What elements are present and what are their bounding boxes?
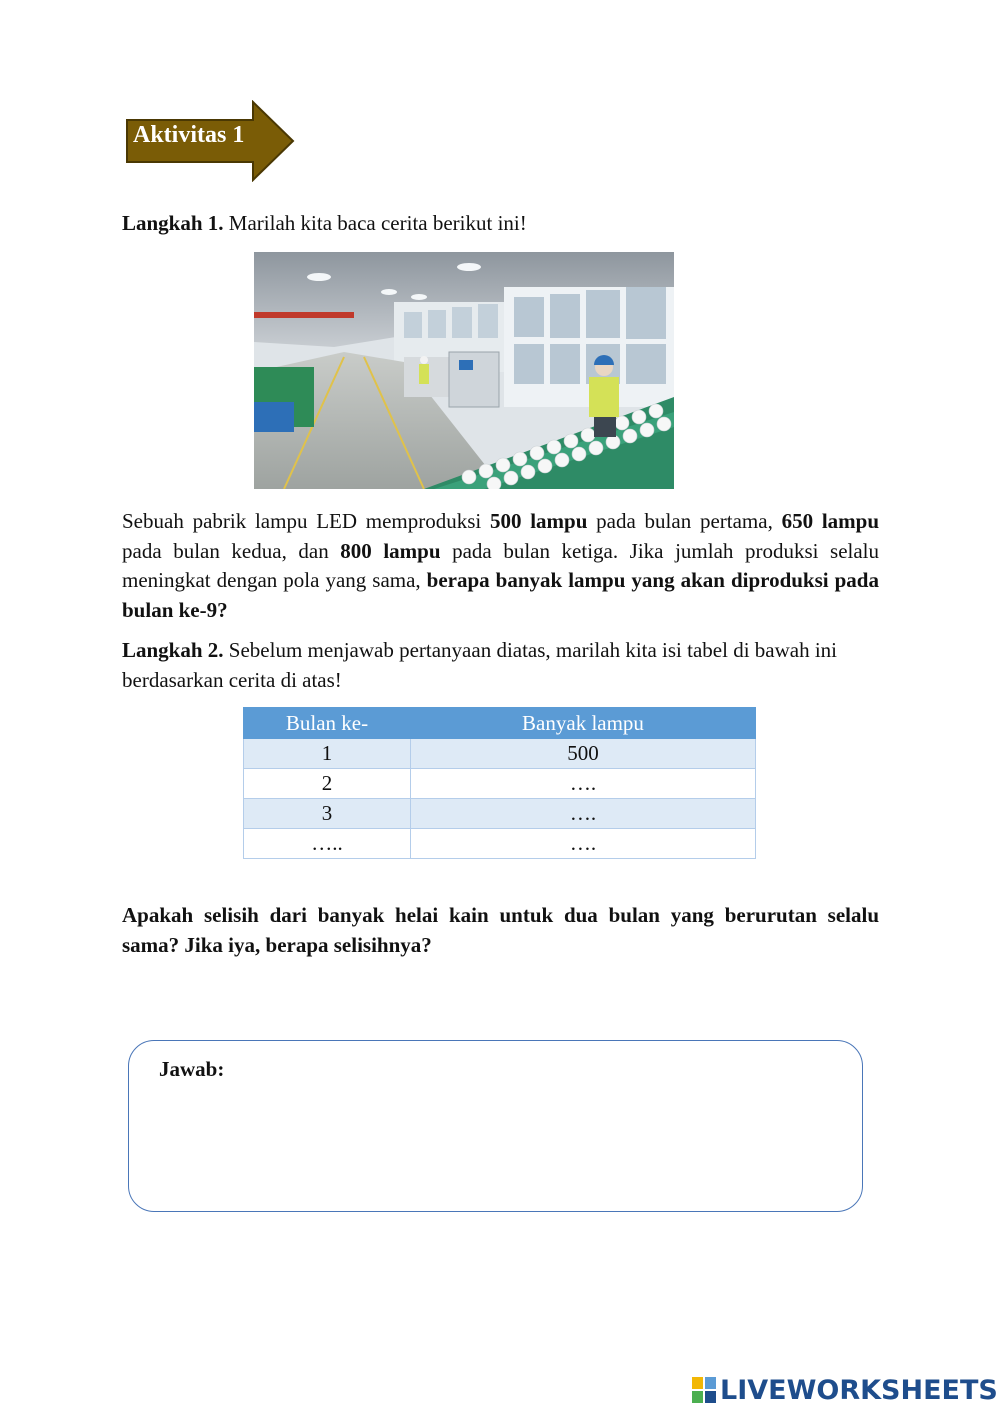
step2-paragraph xyxy=(122,636,879,695)
step1-line xyxy=(122,211,527,236)
activity-title: Aktivitas 1 xyxy=(133,122,245,148)
step2-text: Sebelum menjawab pertanyaan diatas, marilah kita isi tabel di bawah ini berdasarkan cerita di atas! xyxy=(122,638,838,692)
story-text-2: pada bulan pertama, xyxy=(587,509,782,533)
lamp-count-cell[interactable]: …. xyxy=(411,769,756,799)
lamp-count-cell[interactable]: 500 xyxy=(411,739,756,769)
lamp-count-cell[interactable]: …. xyxy=(411,799,756,829)
step1-text: Marilah kita baca cerita berikut ini! xyxy=(223,211,527,235)
factory-photo xyxy=(254,252,674,489)
story-bold-3: 800 lampu xyxy=(340,538,441,563)
header-lamp-count: Banyak lampu xyxy=(411,708,756,739)
story-question: berapa banyak lampu yang akan diproduksi pada bulan ke-9? xyxy=(122,568,879,622)
month-cell[interactable]: 3 xyxy=(244,799,411,829)
table-header-row xyxy=(244,708,756,739)
lamp-count-cell[interactable]: …. xyxy=(411,829,756,859)
month-cell[interactable]: ….. xyxy=(244,829,411,859)
answer-box[interactable] xyxy=(128,1040,863,1212)
table-row xyxy=(244,739,756,769)
production-table xyxy=(243,707,756,859)
factory-illustration xyxy=(254,252,674,489)
story-text-3: pada bulan kedua, dan xyxy=(122,538,341,563)
answer-label: Jawab: xyxy=(159,1057,225,1081)
story-bold-1: 500 lampu xyxy=(489,509,588,533)
table-row xyxy=(244,799,756,829)
header-month: Bulan ke- xyxy=(244,708,411,739)
table-row xyxy=(244,769,756,799)
liveworksheets-wordmark: LIVEWORKSHEETS xyxy=(720,1374,998,1406)
liveworksheets-icon xyxy=(692,1377,716,1403)
month-cell[interactable]: 1 xyxy=(244,739,411,769)
story-paragraph xyxy=(122,507,879,625)
story-bold-2: 650 lampu xyxy=(781,509,880,533)
difference-question: Apakah selisih dari banyak helai kain untuk dua bulan yang berurutan selalu sama? Jika iya, berapa selisihnya? xyxy=(122,903,879,957)
activity-arrow-badge xyxy=(125,100,297,182)
step2-label: Langkah 2. xyxy=(122,638,224,662)
liveworksheets-logo xyxy=(692,1372,998,1408)
table-row xyxy=(244,829,756,859)
step1-label: Langkah 1. xyxy=(122,211,224,235)
month-cell[interactable]: 2 xyxy=(244,769,411,799)
story-text-4: pada bulan ketiga. Jika jumlah produksi selalu meningkat dengan pola yang sama, xyxy=(122,538,880,592)
story-text-1: Sebuah pabrik lampu LED memproduksi xyxy=(122,509,490,533)
